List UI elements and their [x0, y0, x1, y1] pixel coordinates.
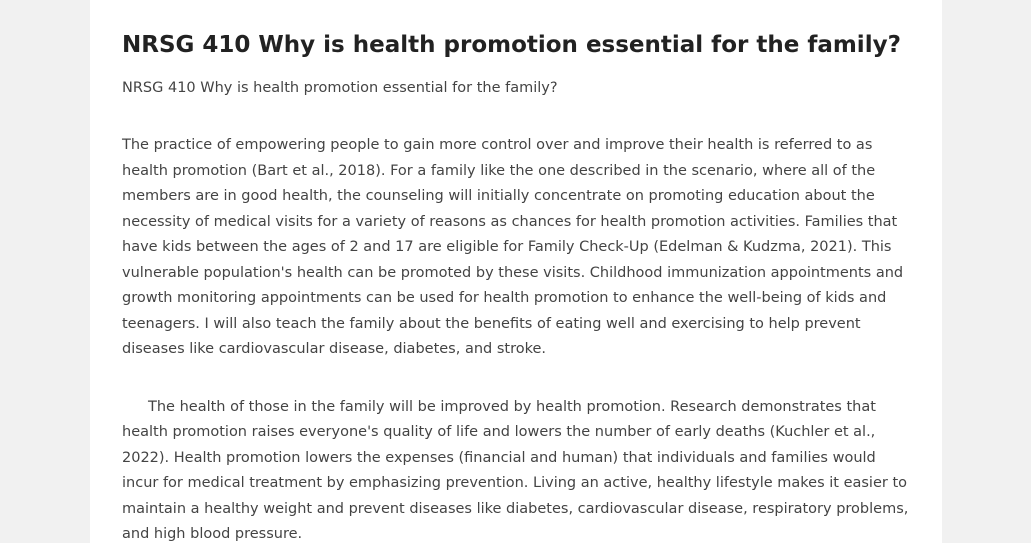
article-subtitle: NRSG 410 Why is health promotion essential for the family?	[122, 80, 558, 96]
article-paragraph-1: The practice of empowering people to gain more control over and improve their health is referred to as health promotion (Bart et al., 2018). For a family like the one described in the scenario, where all of the members are in good health, the counseling will initially concentrate on promoting education about the necessity of medical visits for a variety of reasons as chances for health promotion activities. Families that have kids between the ages of 2 and 17 are eligible for Family Check-Up (Edelman & Kudzma, 2021). This vulnerable population's health can be promoted by these visits. Childhood immunization appointments and growth monitoring appointments can be used for health promotion to enhance the well-being of kids and teenagers. I will also teach the family about the benefits of eating well and exercising to help prevent diseases like cardiovascular disease, diabetes, and stroke.	[122, 137, 904, 357]
article-card	[90, 0, 942, 543]
page-title: NRSG 410 Why is health promotion essential for the family?	[122, 32, 901, 58]
article-content	[122, 28, 912, 543]
article-paragraph-2: The health of those in the family will be improved by health promotion. Research demonstrates that health promotion raises everyone's quality of life and lowers the number of early deaths (Kuchler et al., 2022). Health promotion lowers the expenses (financial and human) that individuals and families would incur for medical treatment by emphasizing prevention. Living an active, healthy lifestyle makes it easier to maintain a healthy weight and prevent diseases like diabetes, cardiovascular disease, respiratory problems, and high blood pressure.	[122, 398, 909, 542]
